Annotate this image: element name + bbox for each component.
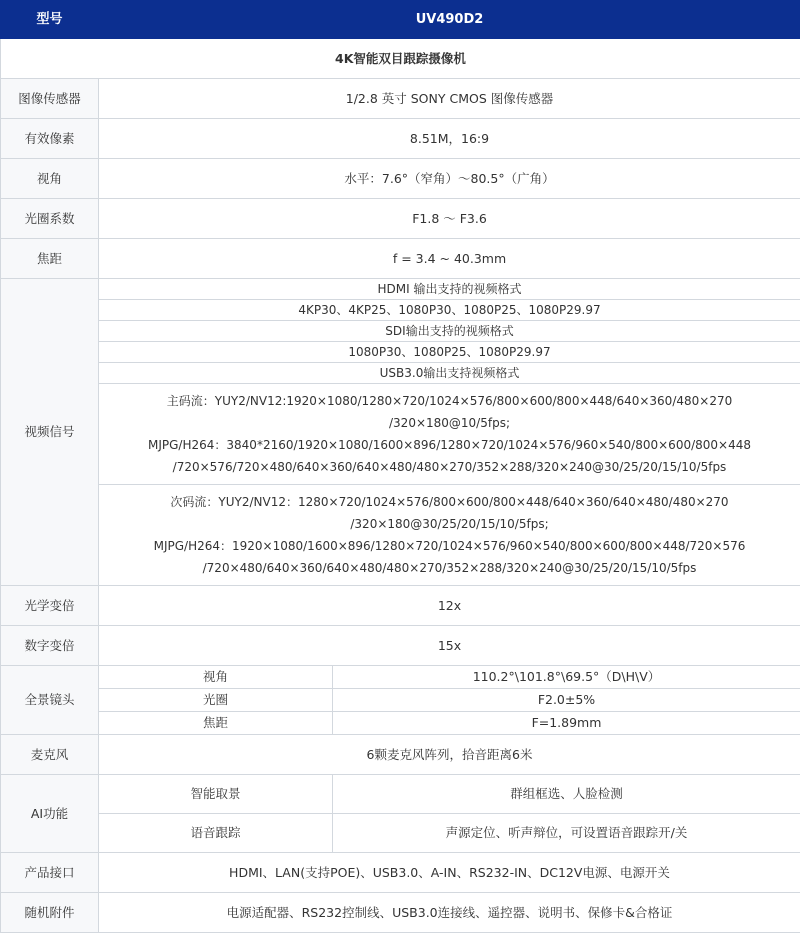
row-optical-zoom xyxy=(1,586,800,626)
row-panorama-fov xyxy=(1,666,800,689)
ai-label: AI功能 xyxy=(1,775,99,853)
panorama-item-label: 焦距 xyxy=(99,712,333,735)
aperture-label: 光圈系数 xyxy=(1,199,99,239)
panorama-item-value: F2.0±5% xyxy=(333,689,800,712)
sub-stream-block xyxy=(99,485,800,585)
ai-item-label: 语音跟踪 xyxy=(99,814,333,853)
focal-label: 焦距 xyxy=(1,239,99,279)
row-fov xyxy=(1,159,800,199)
row-panorama-focal xyxy=(1,712,800,735)
accessories-label: 随机附件 xyxy=(1,893,99,933)
row-accessories xyxy=(1,893,800,933)
mic-label: 麦克风 xyxy=(1,735,99,775)
sub-stream-line: MJPG/H264：1920×1080/1600×896/1280×720/1024×576/960×540/800×600/800×448/720×576 xyxy=(109,535,790,557)
title-row xyxy=(1,39,800,79)
product-title: 4K智能双目跟踪摄像机 xyxy=(1,39,800,79)
digital-zoom-value: 15x xyxy=(99,626,800,666)
panorama-item-value: 110.2°\101.8°\69.5°（D\H\V） xyxy=(333,666,800,689)
aperture-value: F1.8 ～ F3.6 xyxy=(99,199,800,239)
video-line: USB3.0输出支持视频格式 xyxy=(99,363,800,384)
row-focal xyxy=(1,239,800,279)
main-stream-line: /320×180@10/5fps; xyxy=(109,412,790,434)
row-interface xyxy=(1,853,800,893)
video-line: 4KP30、4KP25、1080P30、1080P25、1080P29.97 xyxy=(99,300,800,321)
ai-item-value: 声源定位、听声辩位，可设置语音跟踪开/关 xyxy=(333,814,800,853)
interface-value: HDMI、LAN(支持POE)、USB3.0、A-IN、RS232-IN、DC12V电源、电源开关 xyxy=(99,853,800,893)
ai-item-label: 智能取景 xyxy=(99,775,333,814)
model-label: 型号 xyxy=(1,1,99,39)
main-stream-block xyxy=(99,384,800,485)
row-mic xyxy=(1,735,800,775)
row-ai-voice xyxy=(1,814,800,853)
fov-value: 水平：7.6°（窄角）～80.5°（广角） xyxy=(99,159,800,199)
pixels-label: 有效像素 xyxy=(1,119,99,159)
optical-zoom-value: 12x xyxy=(99,586,800,626)
row-digital-zoom xyxy=(1,626,800,666)
ai-item-value: 群组框选、人脸检测 xyxy=(333,775,800,814)
video-label: 视频信号 xyxy=(1,279,99,586)
row-panorama-aperture xyxy=(1,689,800,712)
panorama-item-label: 光圈 xyxy=(99,689,333,712)
accessories-value: 电源适配器、RS232控制线、USB3.0连接线、遥控器、说明书、保修卡&合格证 xyxy=(99,893,800,933)
panorama-label: 全景镜头 xyxy=(1,666,99,735)
sub-stream-line: /320×180@30/25/20/15/10/5fps; xyxy=(109,513,790,535)
sub-stream-line: 次码流：YUY2/NV12：1280×720/1024×576/800×600/800×448/640×360/640×480/480×270 xyxy=(109,491,790,513)
fov-label: 视角 xyxy=(1,159,99,199)
video-line: 1080P30、1080P25、1080P29.97 xyxy=(99,342,800,363)
mic-value: 6颗麦克风阵列，拾音距离6米 xyxy=(99,735,800,775)
header-row xyxy=(1,1,800,39)
video-line: HDMI 输出支持的视频格式 xyxy=(99,279,800,300)
interface-label: 产品接口 xyxy=(1,853,99,893)
video-line: SDI输出支持的视频格式 xyxy=(99,321,800,342)
video-value xyxy=(99,279,800,586)
row-ai-framing xyxy=(1,775,800,814)
sensor-value: 1/2.8 英寸 SONY CMOS 图像传感器 xyxy=(99,79,800,119)
panorama-item-value: F=1.89mm xyxy=(333,712,800,735)
row-pixels xyxy=(1,119,800,159)
sub-stream-line: /720×480/640×360/640×480/480×270/352×288/320×240@30/25/20/15/10/5fps xyxy=(109,557,790,579)
main-stream-line: 主码流：YUY2/NV12:1920×1080/1280×720/1024×576/800×600/800×448/640×360/480×270 xyxy=(109,390,790,412)
sensor-label: 图像传感器 xyxy=(1,79,99,119)
panorama-item-label: 视角 xyxy=(99,666,333,689)
model-value: UV490D2 xyxy=(99,1,800,39)
row-video xyxy=(1,279,800,586)
row-sensor xyxy=(1,79,800,119)
main-stream-line: /720×576/720×480/640×360/640×480/480×270/352×288/320×240@30/25/20/15/10/5fps xyxy=(109,456,790,478)
row-aperture xyxy=(1,199,800,239)
main-stream-line: MJPG/H264：3840*2160/1920×1080/1600×896/1280×720/1024×576/960×540/800×600/800×448 xyxy=(109,434,790,456)
optical-zoom-label: 光学变倍 xyxy=(1,586,99,626)
focal-value: f = 3.4 ~ 40.3mm xyxy=(99,239,800,279)
pixels-value: 8.51M，16:9 xyxy=(99,119,800,159)
digital-zoom-label: 数字变倍 xyxy=(1,626,99,666)
